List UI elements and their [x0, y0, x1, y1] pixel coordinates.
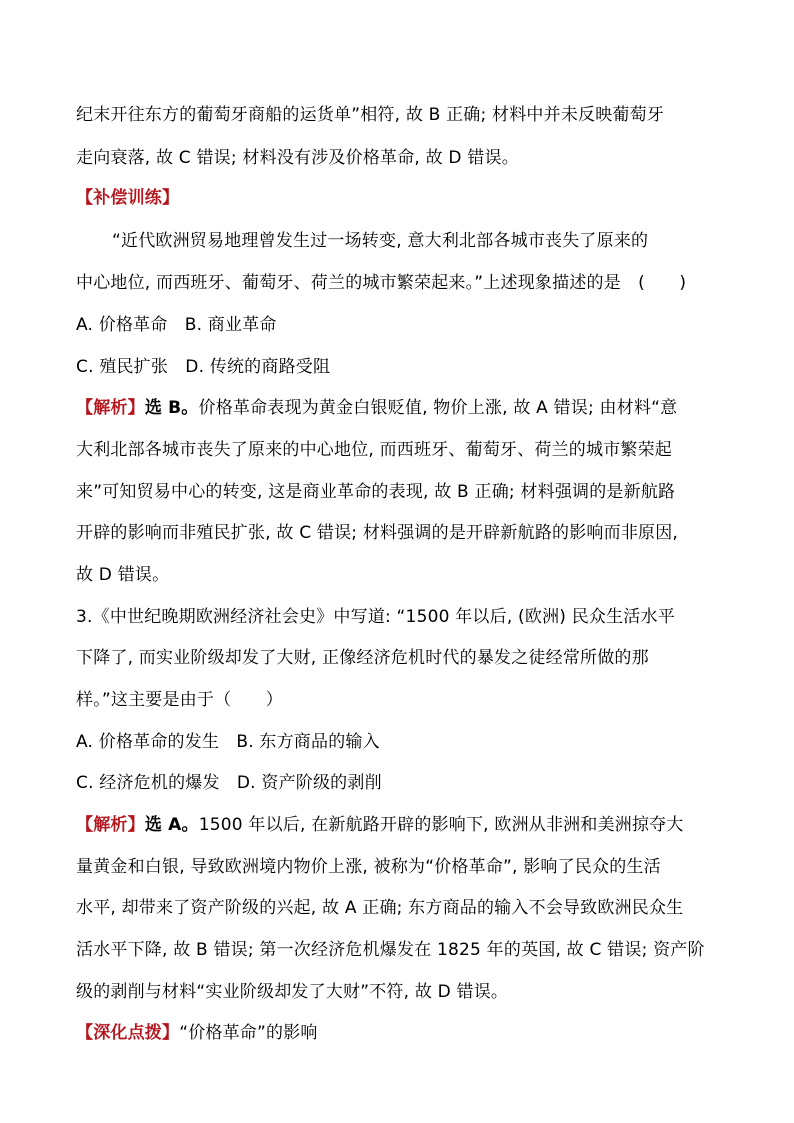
analysis-tag: 【解析】: [76, 398, 145, 418]
text-line: 级的剥削与材料“实业阶级却发了大财”不符, 故 D 错误。: [76, 982, 509, 1002]
analysis-line: [76, 397, 726, 419]
text-line: “近代欧洲贸易地理曾发生过一场转变, 意大利北部各城市丧失了原来的: [112, 231, 649, 251]
option-line: A. 价格革命 B. 商业革命: [76, 315, 277, 335]
text-line: 样。”这主要是由于（ ）: [76, 690, 283, 710]
deepening-text: “价格革命”的影响: [179, 1023, 318, 1043]
text-line: 量黄金和白银, 导致欧洲境内物价上涨, 被称为“价格革命”, 影响了民众的生活: [76, 857, 661, 877]
deepening-tag: 【深化点拨】: [76, 1023, 180, 1043]
question-line: 3.《中世纪晚期欧洲经济社会史》中写道: “1500 年以后, (欧洲) 民众生活水平: [76, 607, 675, 627]
deepening-line: [76, 1022, 726, 1044]
text-line: 活水平下降, 故 B 错误; 第一次经济危机爆发在 1825 年的英国, 故 C 错误; 资产阶: [76, 940, 705, 960]
text-line: 下降了, 而实业阶级却发了大财, 正像经济危机时代的暴发之徒经常所做的那: [76, 648, 649, 668]
section-heading-buchang: [76, 187, 726, 209]
answer-choice: 选 A。: [144, 815, 199, 835]
text-line: 开辟的影响而非殖民扩张, 故 C 错误; 材料强调的是开辟新航路的影响而非原因,: [76, 523, 679, 543]
text-line: 故 D 错误。: [76, 565, 170, 585]
option-line: C. 殖民扩张 D. 传统的商路受阻: [76, 357, 331, 377]
text-line: 水平, 却带来了资产阶级的兴起, 故 A 正确; 东方商品的输入不会导致欧洲民众生: [76, 898, 684, 918]
text-line: 来”可知贸易中心的转变, 这是商业革命的表现, 故 B 正确; 材料强调的是新航路: [76, 482, 676, 502]
section-tag: 【补偿训练】: [76, 188, 180, 208]
text-line: 走向衰落, 故 C 错误; 材料没有涉及价格革命, 故 D 错误。: [76, 148, 519, 168]
analysis-tag: 【解析】: [76, 815, 145, 835]
analysis-line: [76, 814, 726, 836]
answer-choice: 选 B。: [144, 398, 199, 418]
option-line: A. 价格革命的发生 B. 东方商品的输入: [76, 732, 380, 752]
text-line: 纪末开往东方的葡萄牙商船的运货单”相符, 故 B 正确; 材料中并未反映葡萄牙: [76, 105, 665, 125]
text-line: 大利北部各城市丧失了原来的中心地位, 而西班牙、葡萄牙、荷兰的城市繁荣起: [76, 440, 673, 460]
analysis-text: 1500 年以后, 在新航路开辟的影响下, 欧洲从非洲和美洲掠夺大: [198, 815, 684, 835]
text-line: 中心地位, 而西班牙、葡萄牙、荷兰的城市繁荣起来。”上述现象描述的是 ( ): [76, 273, 687, 293]
analysis-text: 价格革命表现为黄金白银贬值, 物价上涨, 故 A 错误; 由材料“意: [198, 398, 678, 418]
option-line: C. 经济危机的爆发 D. 资产阶级的剥削: [76, 773, 382, 793]
